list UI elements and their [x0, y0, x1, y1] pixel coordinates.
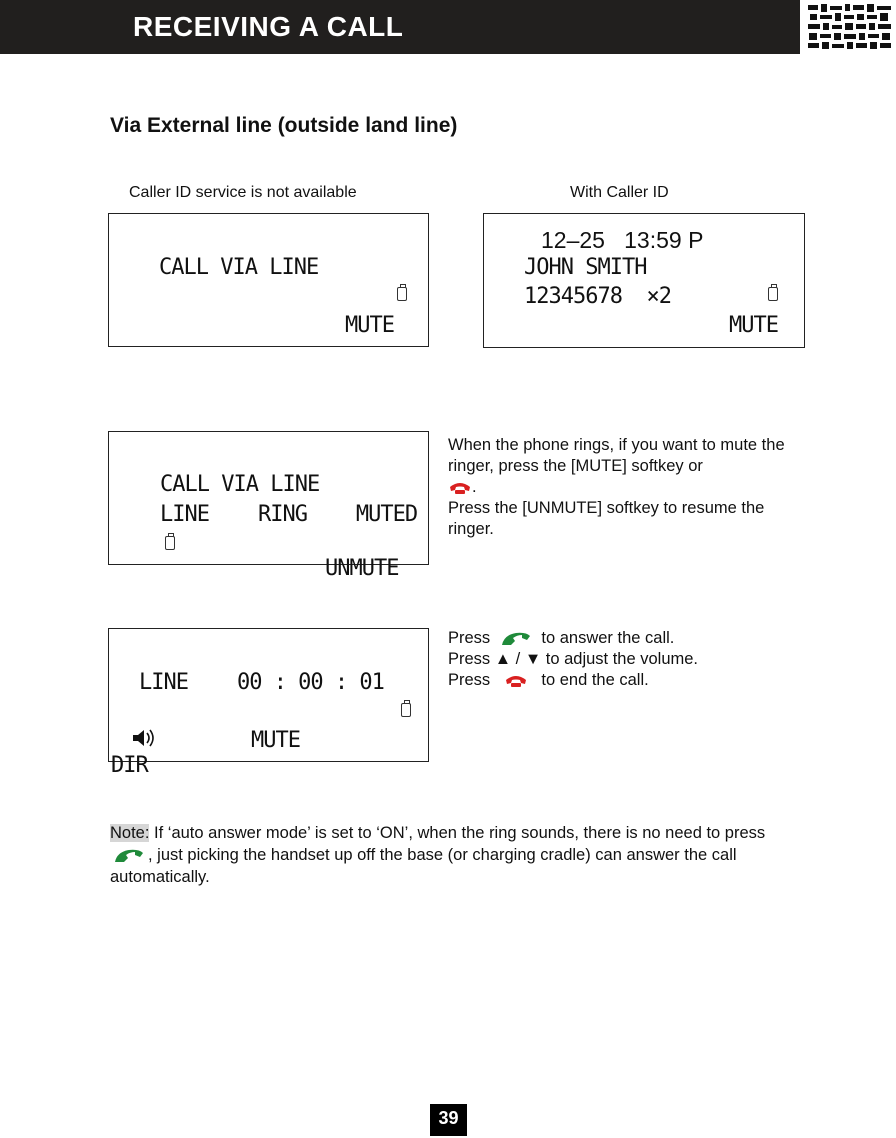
caption-with-caller-id: With Caller ID	[570, 184, 669, 201]
battery-icon	[165, 536, 175, 550]
softkey-unmute-label: UNMUTE	[325, 556, 399, 581]
mute-desc-period: .	[472, 478, 477, 496]
speaker-volume-icon	[131, 727, 157, 749]
lcd-line-call-via: CALL VIA LINE	[159, 255, 319, 280]
header-bar	[0, 0, 800, 54]
softkey-dir-label: DIR	[111, 753, 148, 778]
lcd-screen-caller-id	[483, 213, 805, 348]
unmute-desc-paragraph: Press the [UNMUTE] softkey to resume the ringer.	[448, 499, 765, 538]
talk-icon	[112, 847, 146, 865]
lcd-date-time: 12–25 13:59 P	[541, 227, 704, 253]
page-number: 39	[430, 1104, 467, 1136]
note-text-part1: If ‘auto answer mode’ is set to ‘ON’, when the ring sounds, there is no need to press	[149, 824, 766, 842]
lcd-screen-incoming	[108, 213, 429, 347]
battery-icon	[768, 287, 778, 301]
battery-icon	[397, 287, 407, 301]
end-call-icon	[448, 481, 472, 495]
lcd-line-ring-muted: LINE RING MUTED	[160, 502, 418, 527]
caption-no-caller-id: Caller ID service is not available	[129, 184, 357, 201]
answer-press-label: Press	[448, 629, 491, 647]
answer-line-3	[448, 670, 808, 691]
end-press-label: Press	[448, 671, 491, 689]
volume-line: Press ▲ / ▼ to adjust the volume.	[448, 650, 699, 668]
lcd-caller-name: JOHN SMITH	[524, 255, 647, 280]
brand-logo-icon	[806, 2, 894, 52]
mute-desc-paragraph	[448, 435, 808, 498]
page-title: RECEIVING A CALL	[133, 11, 404, 42]
mute-desc-text: When the phone rings, if you want to mute the ringer, press the [MUTE] softkey or	[448, 436, 785, 475]
answer-description	[448, 628, 808, 691]
talk-icon	[499, 630, 533, 648]
section-subtitle: Via External line (outside land line)	[110, 114, 458, 137]
note-text-part2: , just picking the handset up off the base (or charging cradle) can answer the call automatically.	[110, 846, 737, 886]
auto-answer-note	[110, 822, 800, 888]
battery-icon	[401, 703, 411, 717]
softkey-mute-label: MUTE	[345, 313, 394, 338]
softkey-mute-label: MUTE	[251, 728, 300, 753]
end-call-icon	[501, 674, 531, 688]
lcd-caller-number: 12345678 ×2	[524, 284, 671, 309]
lcd-screen-in-call	[108, 628, 429, 778]
answer-text: to answer the call.	[541, 629, 675, 647]
lcd-line-call-timer: LINE 00 : 00 : 01	[139, 670, 384, 695]
end-text: to end the call.	[541, 671, 649, 689]
mute-description	[448, 435, 808, 540]
softkey-mute-label: MUTE	[729, 313, 778, 338]
note-label: Note:	[110, 824, 150, 842]
lcd-screen-muted	[108, 431, 429, 581]
answer-line-1	[448, 628, 808, 649]
lcd-line-call-via: CALL VIA LINE	[160, 472, 320, 497]
